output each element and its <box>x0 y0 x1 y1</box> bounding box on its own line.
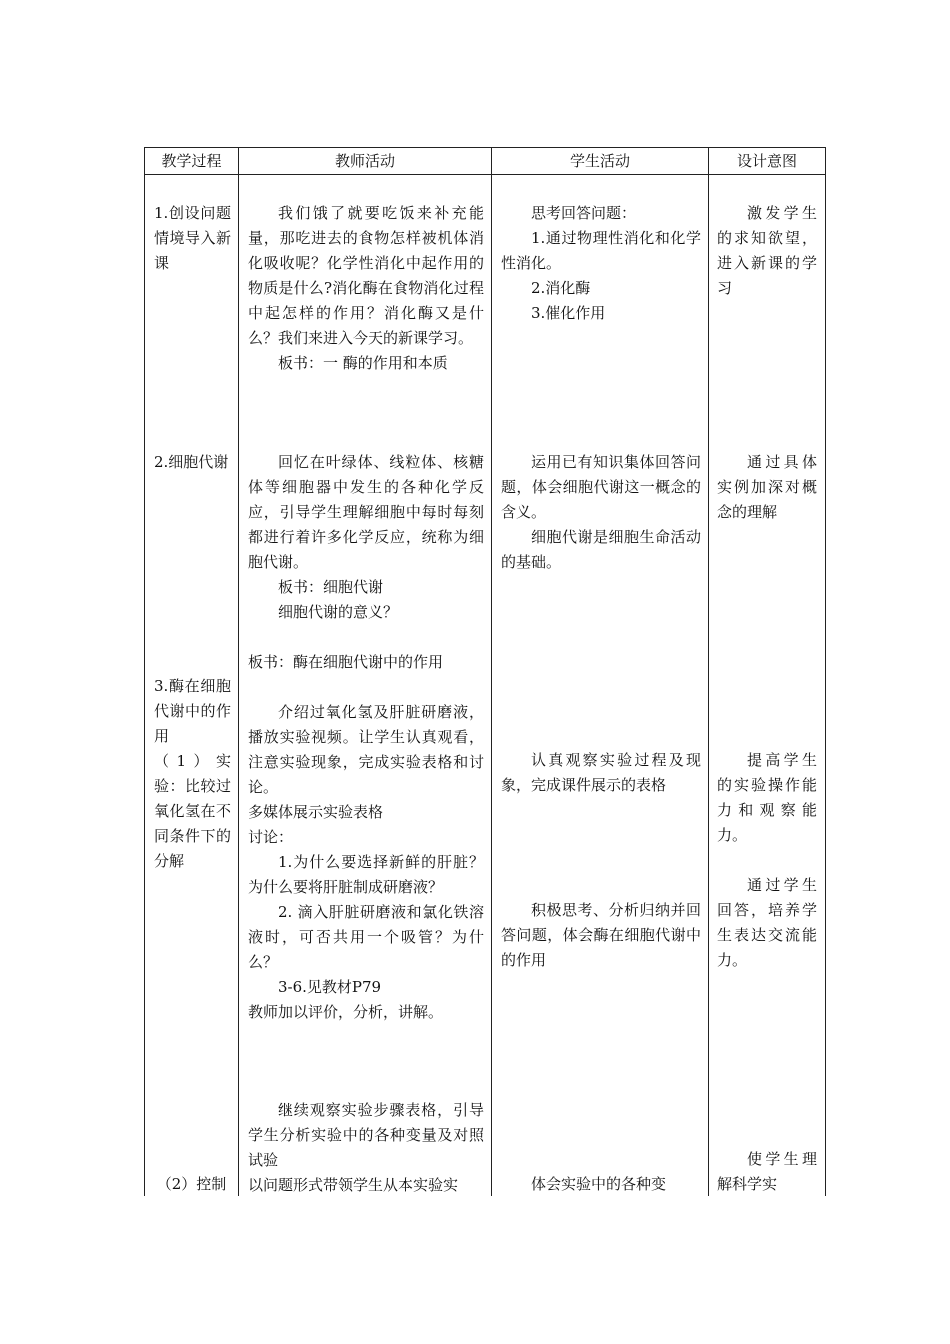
header-divider <box>145 174 825 175</box>
student-recall: 运用已有知识集体回答问题，体会细胞代谢这一概念的含义。 <box>501 453 701 521</box>
student-answer-1: 1.通过物理性消化和化学性消化。 <box>501 229 701 272</box>
step-experiment: （1）实验：比较过氧化氢在不同条件下的分解 <box>154 752 231 870</box>
board-note-3: 板书：酶在细胞代谢中的作用 <box>248 653 444 671</box>
teacher-activity-2 <box>248 450 484 1025</box>
teacher-variables-text: 继续观察实验步骤表格，引导学生分析实验中的各种变量及对照试验 <box>248 1101 484 1169</box>
intent-concept: 通过具体实例加深对概念的理解 <box>717 453 817 521</box>
student-activity-4 <box>501 898 701 973</box>
teacher-intro-text: 我们饿了就要吃饭来补充能量，那吃进去的食物怎样被机体消化吸收呢？化学性消化中起作用的物质是什么?消化酶在食物消化过程中起怎样的作用？消化酶又是什么？我们来进入今天的新课学习。 <box>248 204 484 347</box>
discussion-label: 讨论： <box>248 828 294 846</box>
teacher-question: 细胞代谢的意义？ <box>278 603 399 621</box>
student-activity-3 <box>501 748 701 798</box>
discussion-q3-6: 3-6.见教材P79 <box>278 978 382 996</box>
intent-2 <box>717 450 817 525</box>
student-metabolism-basis: 细胞代谢是细胞生命活动的基础。 <box>501 528 701 571</box>
teacher-activity-3 <box>248 1098 484 1198</box>
intent-science: 使学生理解科学实 <box>717 1150 817 1193</box>
step-enzyme-role <box>154 674 231 874</box>
teacher-question-lead: 以问题形式带领学生从本实验实 <box>248 1176 459 1194</box>
intent-5 <box>717 1147 817 1197</box>
column-divider <box>708 148 709 1196</box>
student-variables: 体会实验中的各种变 <box>531 1175 667 1193</box>
intent-communication: 通过学生回答，培养学生表达交流能力。 <box>717 876 817 969</box>
teacher-activity-1 <box>248 201 484 376</box>
intent-motivation: 激发学生的求知欲望，进入新课的学习 <box>717 204 817 297</box>
intent-experiment-skill: 提高学生的实验操作能力和观察能力。 <box>717 751 817 844</box>
header-teaching-process: 教学过程 <box>161 152 222 170</box>
board-note-1: 板书：一 酶的作用和本质 <box>278 354 448 372</box>
column-divider <box>238 148 239 1196</box>
discussion-q2: 2. 滴入肝脏研磨液和氯化铁溶液时，可否共用一个吸管？为什么？ <box>248 903 484 971</box>
board-note-2: 板书：细胞代谢 <box>278 578 384 596</box>
multimedia-table-note: 多媒体展示实验表格 <box>248 803 384 821</box>
teacher-experiment-intro: 介绍过氧化氢及肝脏研磨液，播放实验视频。让学生认真观看，注意实验现象，完成实验表格和讨论。 <box>248 703 484 796</box>
intent-3 <box>717 748 817 848</box>
intent-4 <box>717 873 817 973</box>
teacher-evaluation: 教师加以评价，分析，讲解。 <box>248 1003 444 1021</box>
student-observe: 认真观察实验过程及现象，完成课件展示的表格 <box>501 751 701 794</box>
student-think: 思考回答问题： <box>531 204 637 222</box>
step-enzyme-role-title: 3.酶在细胞代谢中的作用 <box>154 677 231 745</box>
step-cell-metabolism: 2.细胞代谢 <box>154 453 229 471</box>
step-control: （2）控制 <box>156 1175 227 1193</box>
student-activity-1 <box>501 201 701 326</box>
header-teacher-activity: 教师活动 <box>334 152 395 170</box>
student-answer-3: 3.催化作用 <box>531 304 606 322</box>
student-activity-2 <box>501 450 701 575</box>
lesson-plan-table <box>144 147 826 1196</box>
intent-1 <box>717 201 817 301</box>
student-answer-2: 2.消化酶 <box>531 279 591 297</box>
student-analyze: 积极思考、分析归纳并回答问题，体会酶在细胞代谢中的作用 <box>501 901 701 969</box>
student-activity-5 <box>501 1172 701 1197</box>
step-intro: 1.创设问题情境导入新课 <box>154 204 231 272</box>
teacher-recall-text: 回忆在叶绿体、线粒体、核糖体等细胞器中发生的各种化学反应，引导学生理解细胞中每时每刻都进行着许多化学反应，统称为细胞代谢。 <box>248 453 484 571</box>
header-design-intent: 设计意图 <box>736 152 797 170</box>
column-divider <box>491 148 492 1196</box>
header-student-activity: 学生活动 <box>569 152 630 170</box>
discussion-q1: 1.为什么要选择新鲜的肝脏？为什么要将肝脏制成研磨液？ <box>248 853 484 896</box>
